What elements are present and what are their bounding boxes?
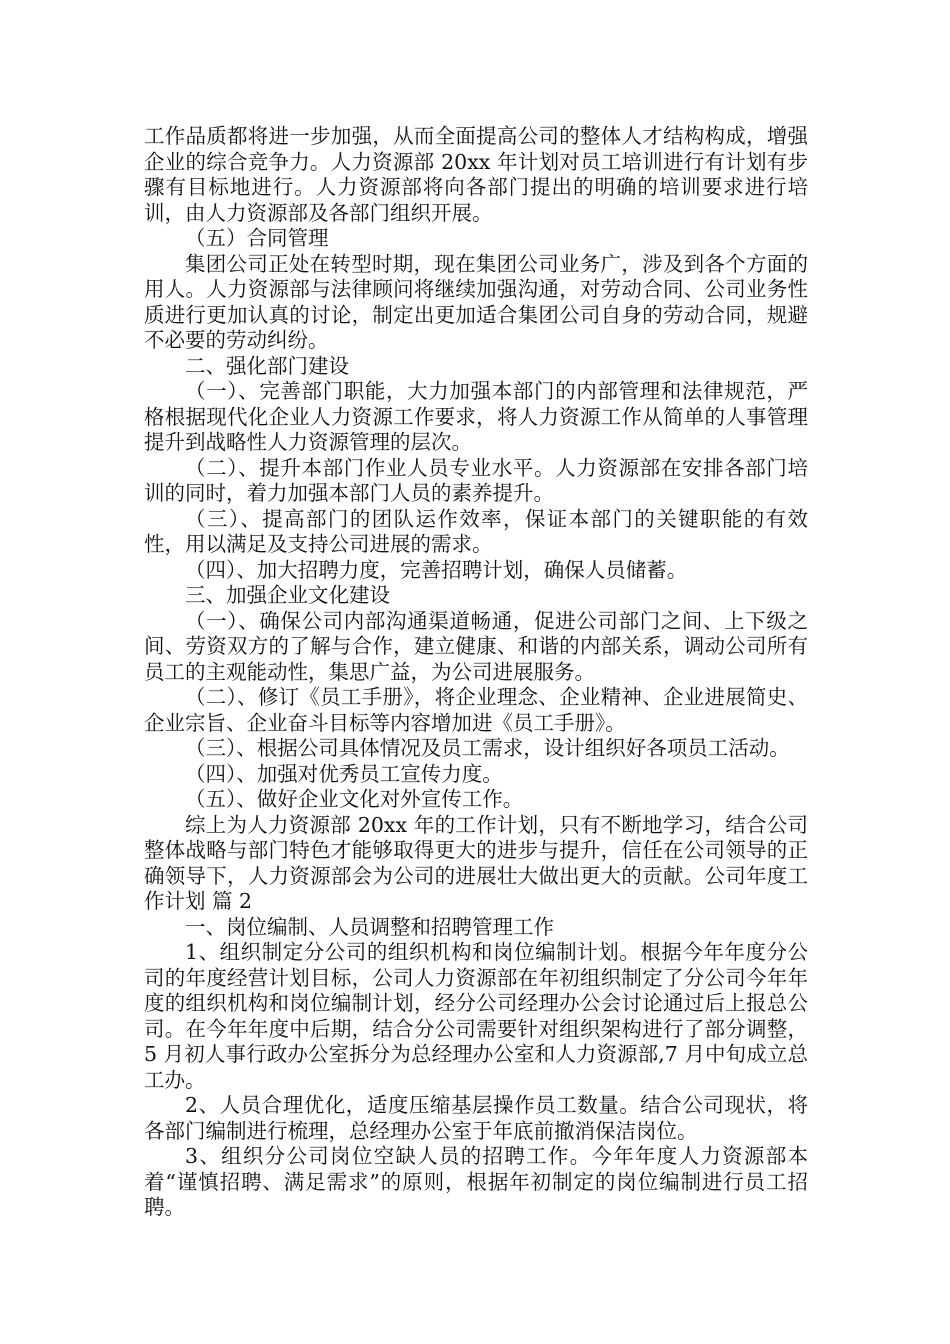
paragraph-staffing-item-2: 2、人员合理优化，适度压缩基层操作员工数量。结合公司现状，将各部门编制进行梳理，总经理办公室于年底前撤消保洁岗位。 — [144, 1093, 808, 1143]
paragraph-summary: 综上为人力资源部 20xx 年的工作计划，只有不断地学习，结合公司整体战略与部门特色才能够取得更大的进步与提升，信任在公司领导的正确领导下，人力资源部会为公司的进展壮大做出更大的贡献。公司年度工作计划 篇 2 — [144, 812, 808, 913]
paragraph-culture-item-5: （五）、做好企业文化对外宣传工作。 — [185, 787, 524, 811]
paragraph-department-item-1: （一）、完善部门职能，大力加强本部门的内部管理和法律规范，严格根据现代化企业人力资源工作要求，将人力资源工作从简单的人事管理提升到战略性人力资源管理的层次。 — [144, 379, 808, 454]
paragraph-culture-item-1: （一）、确保公司内部沟通渠道畅通，促进公司部门之间、上下级之间、劳资双方的了解与合作，建立健康、和谐的内部关系，调动公司所有员工的主观能动性，集思广益，为公司进展服务。 — [144, 608, 808, 684]
paragraph-training-continued: 工作品质都将进一步加强，从而全面提高公司的整体人才结构构成，增强企业的综合竞争力。人力资源部 20xx 年计划对员工培训进行有计划有步骤有目标地进行。人力资源部将向各部门提出的明确的培训要求进行培训，由人力资源部及各部门组织开展。 — [144, 124, 808, 225]
paragraph-culture-item-3: （三）、根据公司具体情况及员工需求，设计组织好各项员工活动。 — [185, 736, 790, 760]
paragraph-culture-item-4: （四）、加强对优秀员工宣传力度。 — [185, 761, 503, 786]
paragraph-staffing-item-3: 3、组织分公司岗位空缺人员的招聘工作。今年年度人力资源部本着“谨慎招聘、满足需求”的原则，根据年初制定的岗位编制进行员工招聘。 — [144, 1144, 808, 1219]
heading-staffing-recruitment: 一、岗位编制、人员调整和招聘管理工作 — [185, 914, 554, 939]
heading-contract-management: （五）合同管理 — [185, 226, 329, 250]
paragraph-department-item-2: （二）、提升本部门作业人员专业水平。人力资源部在安排各部门培训的同时，着力加强本部门人员的素养提升。 — [144, 455, 808, 505]
heading-department-building: 二、强化部门建设 — [185, 353, 349, 378]
paragraph-contract-management: 集团公司正处在转型时期，现在集团公司业务广，涉及到各个方面的用人。人力资源部与法律顾问将继续加强沟通，对劳动合同、公司业务性质进行更加认真的讨论，制定出更加适合集团公司自身的劳动合同，规避不必要的劳动纠纷。 — [144, 251, 808, 352]
paragraph-staffing-item-1: 1、组织制定分公司的组织机构和岗位编制计划。根据今年年度分公司的年度经营计划目标，公司人力资源部在年初组织制定了分公司今年年度的组织机构和岗位编制计划，经分公司经理办公会讨论通过后上报总公司。在今年年度中后期，结合分公司需要针对组织架构进行了部分调整，5 月初人事行政办公室拆分为总经理办公室和人力资源部,7 月中旬成立总工办。 — [144, 940, 808, 1092]
paragraph-department-item-3: （三）、提高部门的团队运作效率，保证本部门的关键职能的有效性，用以满足及支持公司进展的需求。 — [144, 506, 808, 556]
paragraph-culture-item-2: （二）、修订《员工手册》，将企业理念、企业精神、企业进展简史、企业宗旨、企业奋斗目标等内容增加进《员工手册》。 — [144, 685, 808, 735]
heading-corporate-culture: 三、加强企业文化建设 — [185, 583, 390, 607]
document-body — [144, 124, 808, 1221]
paragraph-department-item-4: （四）、加大招聘力度，完善招聘计划，确保人员储蓄。 — [185, 557, 688, 582]
